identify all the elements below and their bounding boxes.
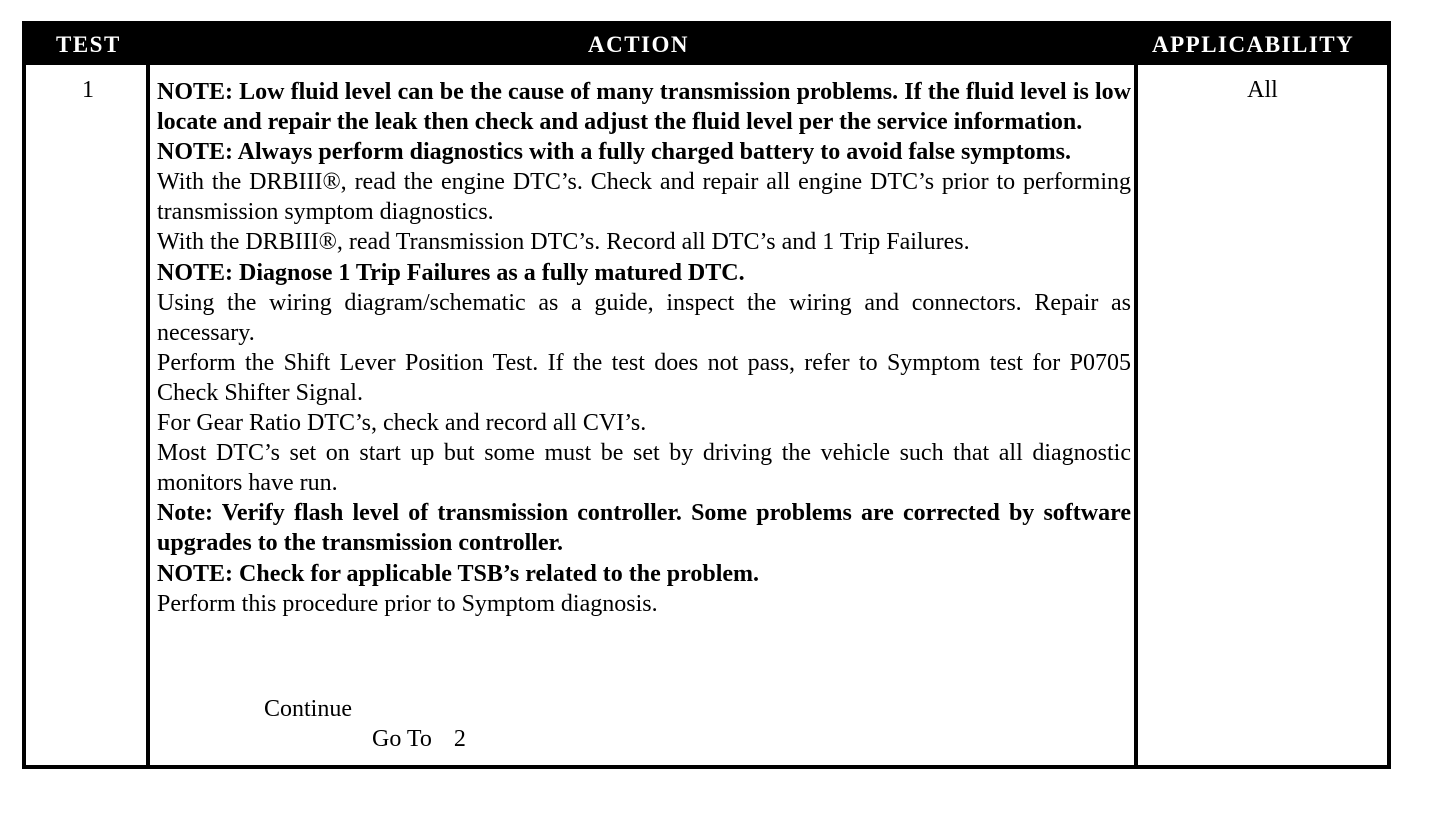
goto-target[interactable]: 2 bbox=[453, 726, 466, 752]
action-step: Perform the Shift Lever Position Test. If the test does not pass, refer to Symptom test for P0705 Check Shifter Signal. bbox=[157, 349, 1131, 406]
header-applicability: APPLICABILITY bbox=[1152, 32, 1355, 57]
action-step: Using the wiring diagram/schematic as a guide, inspect the wiring and connectors. Repair as necessary. bbox=[157, 289, 1131, 346]
action-step: With the DRBIII®, read the engine DTC’s. Check and repair all engine DTC’s prior to performing transmission symptom diagnostics. bbox=[157, 169, 1131, 226]
applicability-value: All bbox=[1247, 77, 1278, 103]
action-note: NOTE: Diagnose 1 Trip Failures as a fully matured DTC. bbox=[157, 259, 745, 286]
action-step: For Gear Ratio DTC’s, check and record all CVI’s. bbox=[157, 410, 647, 437]
column-divider bbox=[146, 65, 150, 769]
action-cell bbox=[157, 77, 1131, 619]
action-note: NOTE: Check for applicable TSB’s related to the problem. bbox=[157, 560, 760, 587]
action-note: NOTE: Always perform diagnostics with a fully charged battery to avoid false symptoms. bbox=[157, 139, 1071, 166]
test-number: 1 bbox=[82, 77, 94, 103]
goto-link[interactable] bbox=[372, 726, 466, 753]
action-note: Note: Verify flash level of transmission controller. Some problems are corrected by software upgrades to the transmission controller. bbox=[157, 500, 1131, 557]
diagnostic-test-table bbox=[22, 21, 1391, 769]
header-test: TEST bbox=[56, 32, 121, 57]
continue-label: Continue bbox=[264, 696, 352, 722]
goto-label: Go To bbox=[372, 726, 432, 752]
action-note: NOTE: Low fluid level can be the cause of many transmission problems. If the fluid level is low locate and repair the leak then check and adjust the fluid level per the service information. bbox=[157, 79, 1131, 136]
action-step: With the DRBIII®, read Transmission DTC’s. Record all DTC’s and 1 Trip Failures. bbox=[157, 229, 970, 256]
action-step: Most DTC’s set on start up but some must be set by driving the vehicle such that all diagnostic monitors have run. bbox=[157, 440, 1131, 497]
table-header bbox=[26, 25, 1387, 65]
header-action: ACTION bbox=[588, 32, 690, 57]
column-divider bbox=[1134, 65, 1138, 769]
action-step: Perform this procedure prior to Symptom diagnosis. bbox=[157, 590, 658, 617]
